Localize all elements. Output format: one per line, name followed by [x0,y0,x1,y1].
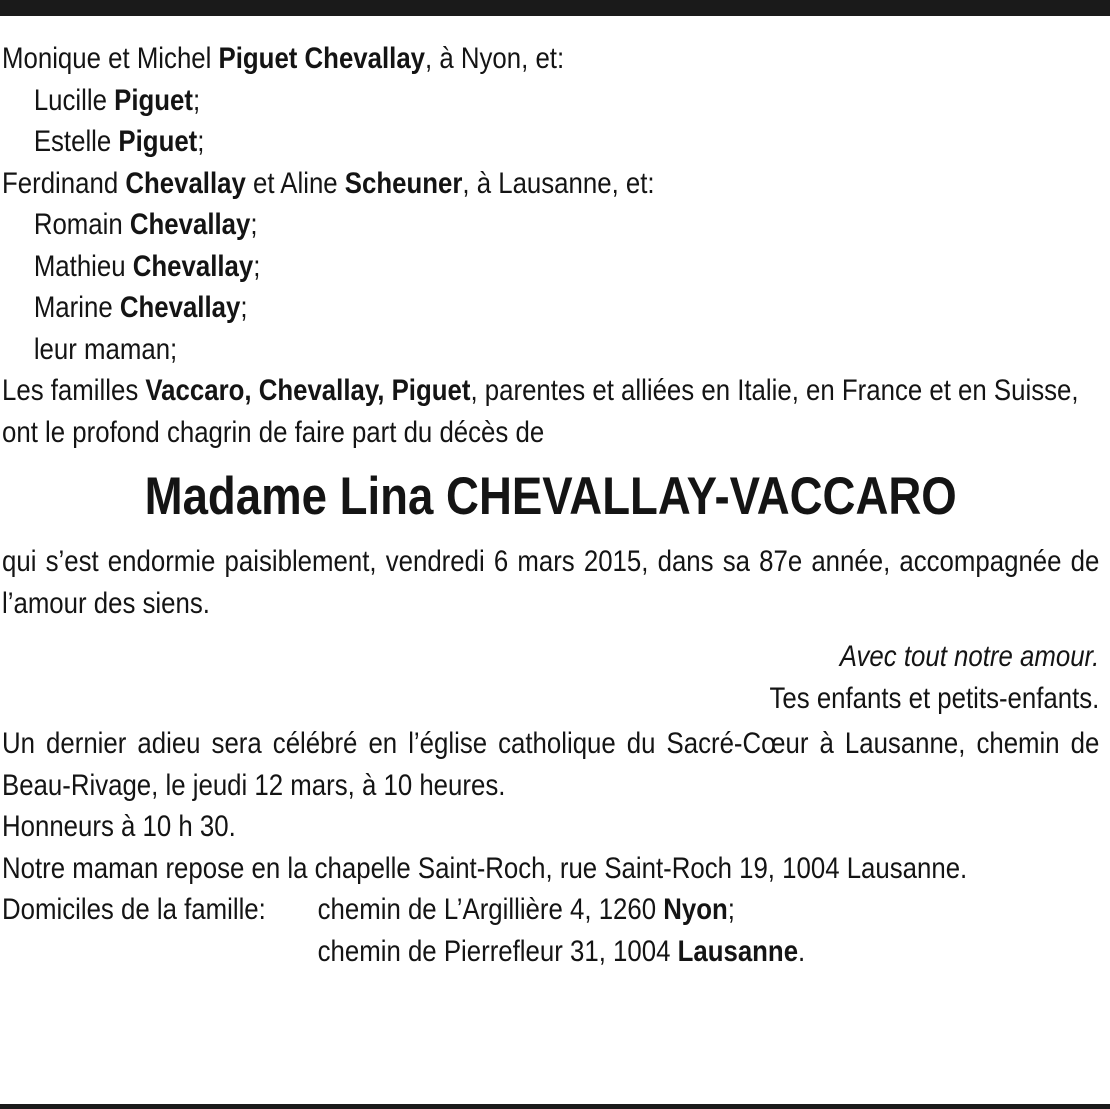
family-names: Vaccaro, Chevallay, Piguet [145,374,471,407]
city-name: Nyon [663,893,728,926]
family-line-romain: Romain Chevallay; [33,208,258,241]
domiciles-addresses [318,889,806,972]
spacer [2,624,1099,636]
family-line-estelle: Estelle Piguet; [33,125,205,158]
ceremony-paragraph: Un dernier adieu sera célébré en l’église catholique du Sacré-Cœur à Lausanne, chemin de Beau-Rivage, le jeudi 12 mars, à 10 heures. [2,727,1100,802]
deceased-name: Madame Lina CHEVALLAY-VACCARO [144,467,957,526]
family-name: Piguet [114,83,193,117]
repose-paragraph: Notre maman repose en la chapelle Saint-Roch, rue Saint-Roch 19, 1004 Lausanne. [2,851,968,885]
family-name: Chevallay [129,208,251,241]
family-name: Chevallay [132,249,254,283]
family-line-leur-maman: leur maman; [33,332,178,366]
family-name: Scheuner [344,166,463,200]
family-name: Piguet Chevallay [218,42,426,75]
closing-italic: Avec tout notre amour. [839,640,1100,673]
honours-line: Honneurs à 10 h 30. [2,810,236,843]
death-notice [2,38,1099,972]
domiciles-label: Domiciles de la famille: [2,893,266,926]
passing-paragraph: qui s’est endormie paisiblement, vendredi 6 mars 2015, dans sa 87e année, accompagnée de l’amour des siens. [2,545,1100,620]
family-line-lucille: Lucille Piguet; [33,83,201,117]
family-line-mathieu: Mathieu Chevallay; [33,249,261,283]
family-name: Chevallay [119,291,241,324]
family-line-parents-nyon: Monique et Michel Piguet Chevallay, à Nyon, et: [2,42,565,75]
bottom-rule [0,1104,1110,1109]
top-rule [0,0,1110,16]
domiciles-block [2,889,1099,972]
closing-signature: Tes enfants et petits-enfants. [769,681,1100,715]
family-line-marine: Marine Chevallay; [33,291,248,324]
families-paragraph: Les familles Vaccaro, Chevallay, Piguet, parentes et alliées en Italie, en France et en Suisse, [2,374,1079,407]
address-lausanne: chemin de Pierrefleur 31, 1004 Lausanne. [317,934,806,968]
family-name: Piguet [118,125,198,158]
family-name: Chevallay [125,166,246,200]
announcement-line: ont le profond chagrin de faire part du décès de [2,415,545,449]
city-name: Lausanne [677,934,799,968]
family-line-parents-lausanne: Ferdinand Chevallay et Aline Scheuner, à Lausanne, et: [2,166,655,200]
address-nyon: chemin de L’Argillière 4, 1260 Nyon; [317,893,735,926]
